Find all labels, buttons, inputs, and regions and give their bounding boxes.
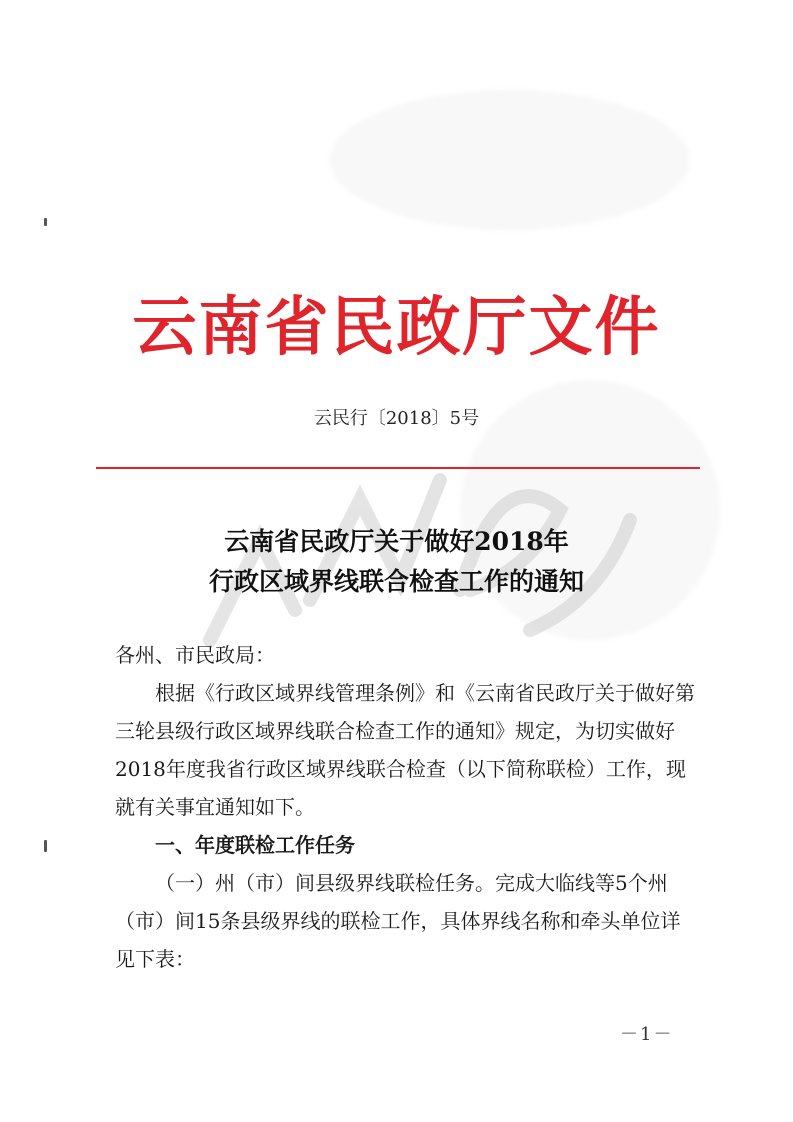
agency-document-title: 云南省民政厅文件	[132, 290, 661, 365]
document-body	[115, 636, 695, 978]
scan-bleed-through	[330, 90, 690, 230]
document-number: 云民行〔2018〕5号	[313, 408, 480, 429]
notice-title	[0, 522, 793, 602]
red-divider-rule	[96, 467, 700, 469]
body-paragraph: （一）州（市）间县级界线联检任务。完成大临线等5个州（市）间15条县级界线的联检工作，具体界线名称和牵头单位详见下表：	[115, 871, 681, 971]
notice-title-line-1: 云南省民政厅关于做好2018年	[224, 527, 569, 556]
notice-title-line-2: 行政区域界线联合检查工作的通知	[208, 567, 584, 596]
section-heading: 一、年度联检工作任务	[155, 833, 355, 857]
page-number: －1－	[620, 1024, 674, 1045]
margin-punch-mark	[44, 840, 47, 852]
margin-punch-mark	[44, 218, 47, 226]
body-paragraph: 根据《行政区域界线管理条例》和《云南省民政厅关于做好第三轮县级行政区域界线联合检查工作的通知》规定，为切实做好2018年度我省行政区域界线联合检查（以下简称联检）工作，现就有关事宜通知如下。	[115, 681, 695, 819]
salutation: 各州、市民政局：	[115, 643, 275, 667]
